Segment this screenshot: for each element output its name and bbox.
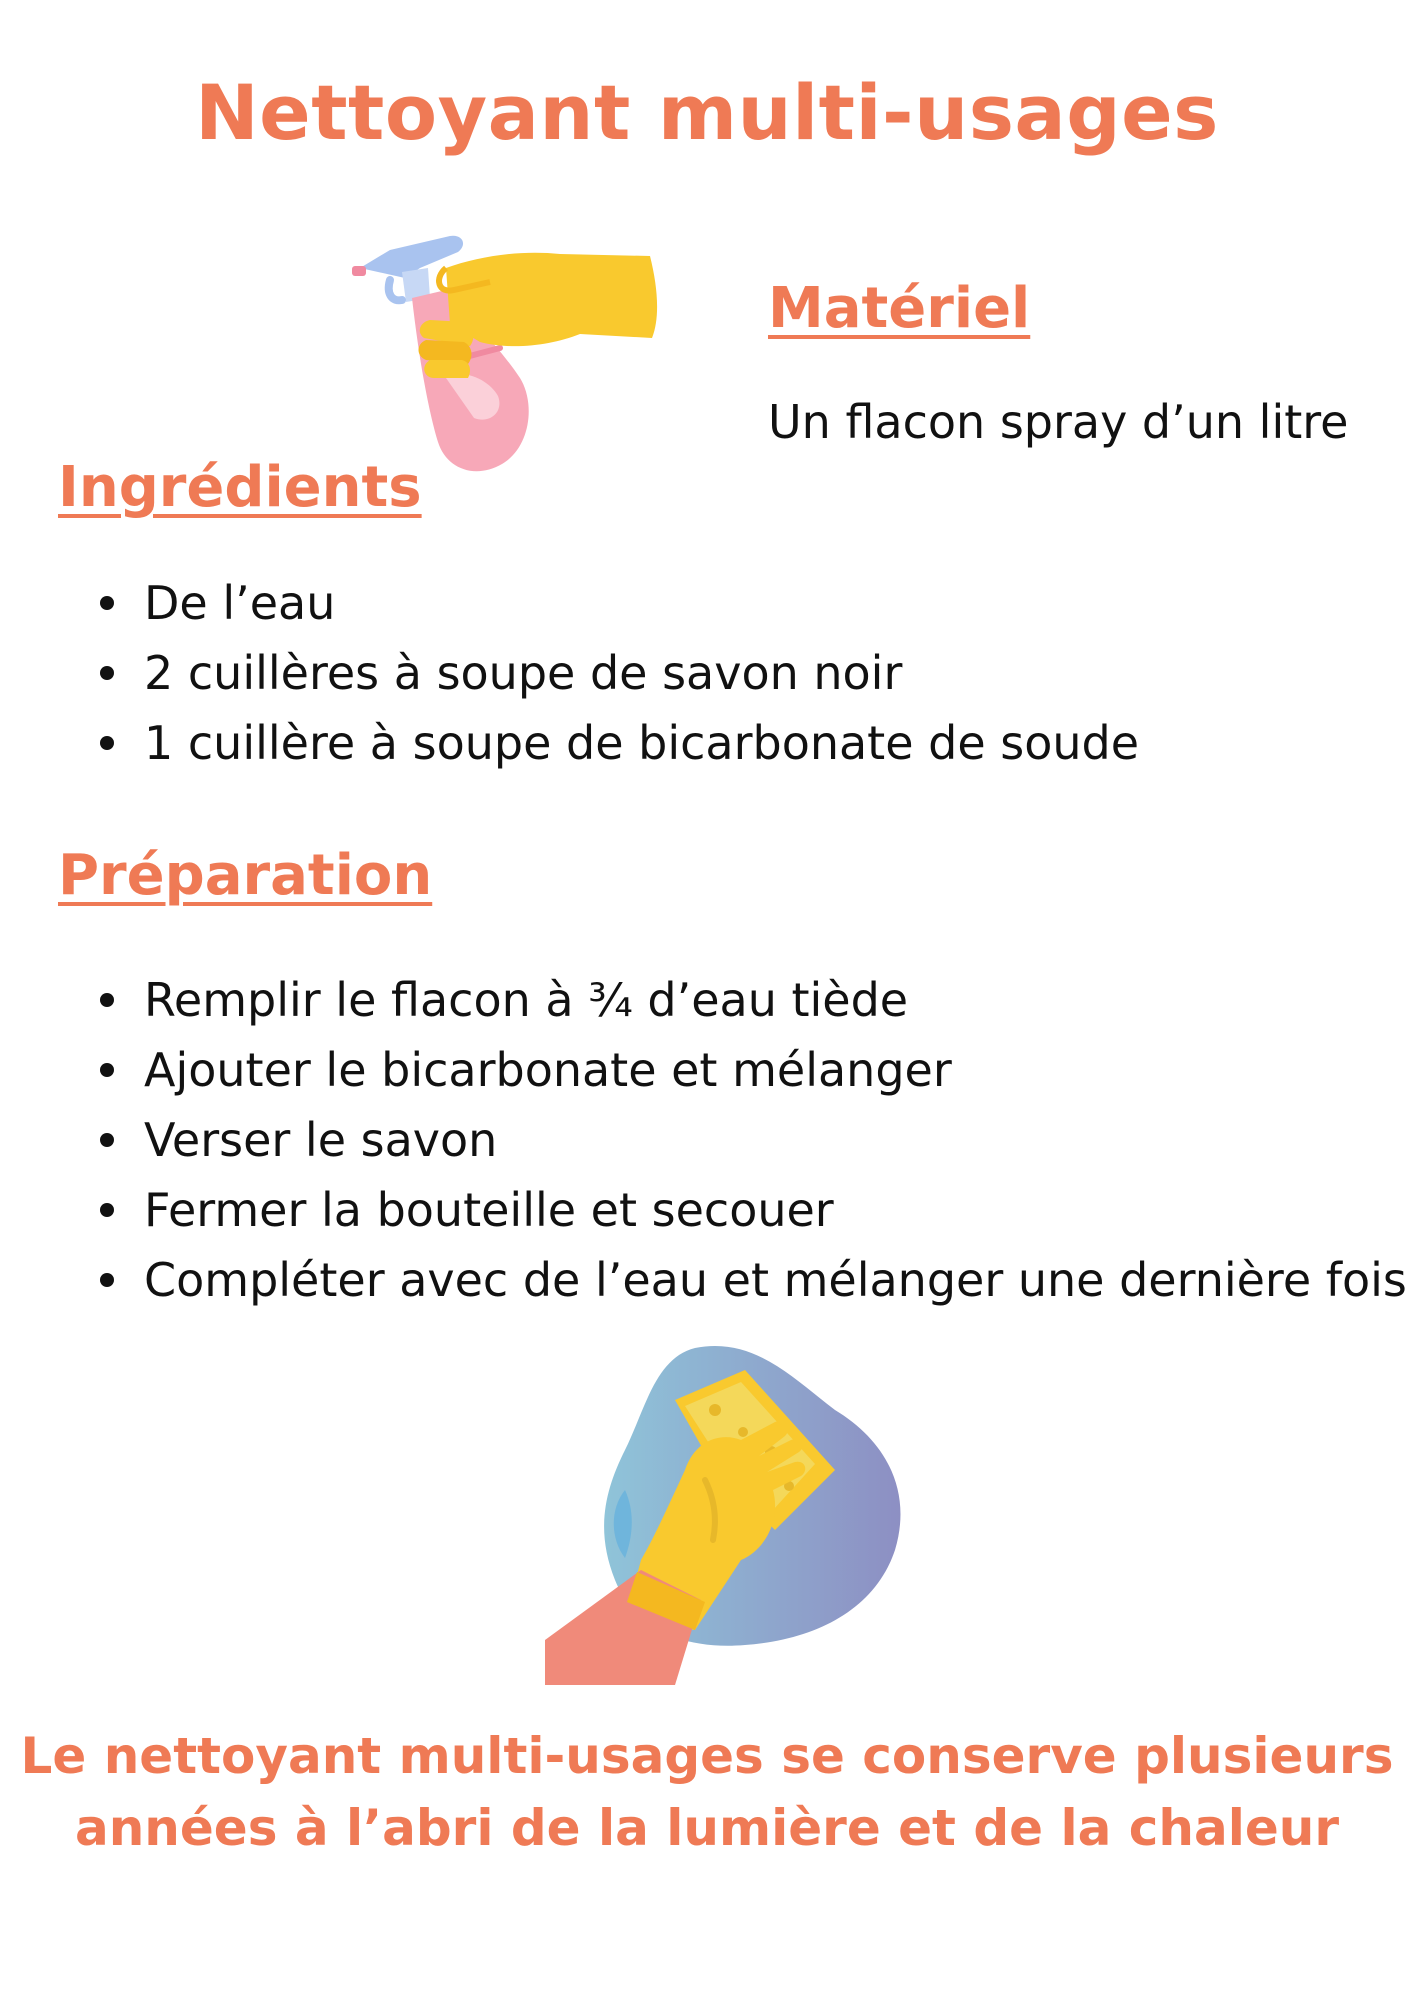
footer-line-2: années à l’abri de la lumière et de la chaleur	[74, 1799, 1340, 1857]
page-title: Nettoyant multi-usages	[195, 68, 1219, 157]
preparation-list	[98, 965, 1407, 1315]
footer-note	[0, 1720, 1414, 1864]
list-item: Compléter avec de l’eau et mélanger une dernière fois	[98, 1245, 1407, 1315]
preparation-heading: Préparation	[58, 843, 433, 908]
list-item: Ajouter le bicarbonate et mélanger	[98, 1035, 1407, 1105]
list-item: De l’eau	[98, 568, 1139, 638]
list-item: Remplir le flacon à ¾ d’eau tiède	[98, 965, 1407, 1035]
list-item: 2 cuillères à soupe de savon noir	[98, 638, 1139, 708]
ingredients-heading: Ingrédients	[58, 455, 422, 520]
materiel-heading: Matériel	[768, 276, 1031, 341]
ingredients-list	[98, 568, 1139, 778]
materiel-text: Un flacon spray d’un litre	[768, 395, 1349, 449]
footer-line-1: Le nettoyant multi-usages se conserve plusieurs	[20, 1727, 1394, 1785]
list-item: Verser le savon	[98, 1105, 1407, 1175]
list-item: 1 cuillère à soupe de bicarbonate de soude	[98, 708, 1139, 778]
list-item: Fermer la bouteille et secouer	[98, 1175, 1407, 1245]
sponge-glove-icon	[545, 1340, 915, 1685]
spray-bottle-glove-icon	[350, 228, 670, 488]
